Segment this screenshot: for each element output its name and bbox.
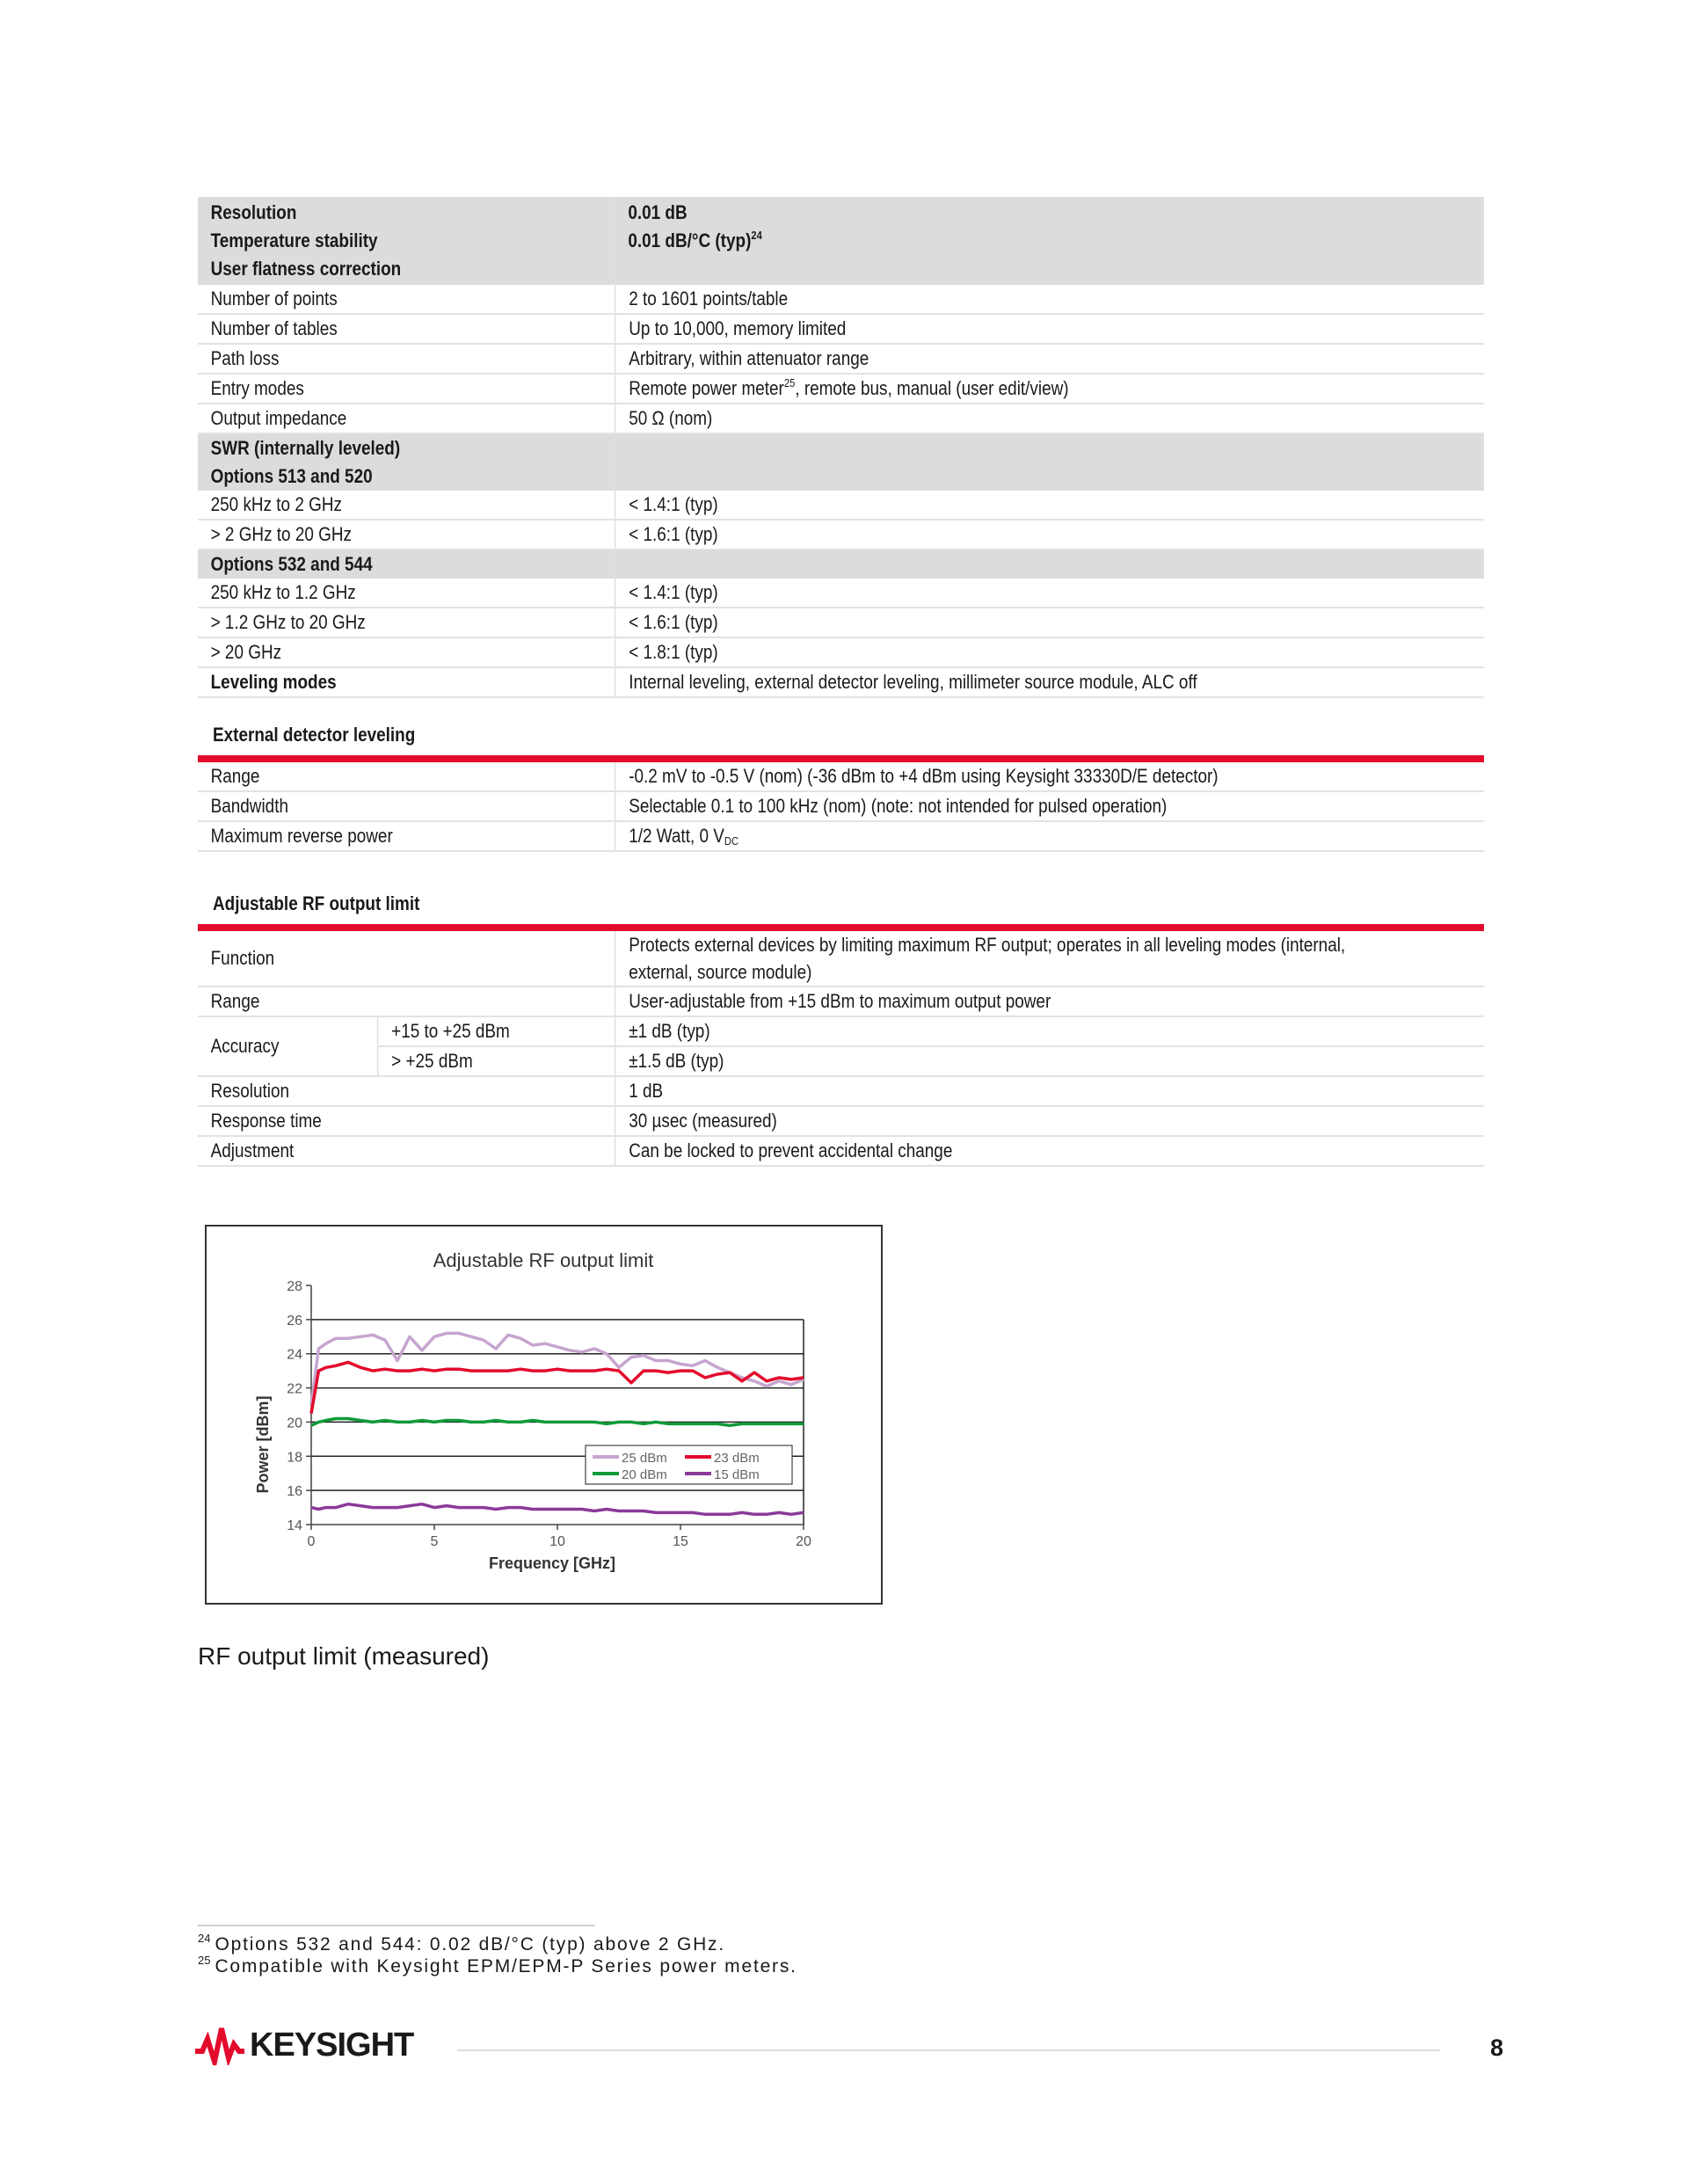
spec-value: 2 to 1601 points/table bbox=[615, 285, 1484, 314]
spec-value: 50 Ω (nom) bbox=[615, 404, 1484, 433]
chart-legend-label: 20 dBm bbox=[622, 1467, 667, 1482]
spec-value: Protects external devices by limiting maximum RF output; operates in all leveling modes (internal, external, source module) bbox=[615, 931, 1484, 986]
spec-row bbox=[198, 404, 1484, 433]
chart-xlabel: Frequency [GHz] bbox=[488, 1554, 616, 1572]
spec-row bbox=[198, 314, 1484, 344]
spec-row bbox=[198, 344, 1484, 374]
section-title-external-detector: External detector leveling bbox=[213, 724, 416, 746]
chart-xtick-label: 0 bbox=[307, 1534, 316, 1549]
footnote-ref: 24 bbox=[751, 229, 762, 242]
spec-row bbox=[198, 285, 1484, 314]
spec-row bbox=[198, 1016, 1484, 1046]
chart-ylabel: Power [dBm] bbox=[254, 1395, 272, 1494]
spec-value: 1 dB bbox=[615, 1076, 1484, 1106]
spec-label: Entry modes bbox=[198, 374, 615, 404]
spec-value: < 1.8:1 (typ) bbox=[615, 637, 1484, 667]
spec-label: Adjustment bbox=[198, 1136, 615, 1166]
spec-row bbox=[198, 762, 1484, 791]
footnote-ref: 25 bbox=[783, 376, 796, 389]
keysight-logo bbox=[193, 2025, 413, 2065]
section-divider bbox=[198, 924, 1484, 931]
spec-label: Response time bbox=[198, 1106, 615, 1136]
chart-legend-box bbox=[586, 1445, 792, 1484]
spec-subheader bbox=[198, 550, 1484, 579]
spec-label: User flatness correction bbox=[210, 258, 402, 280]
footnote: $^{25}$ Compatible with Keysight EPM/EPM-P Series power meters. bbox=[198, 1954, 797, 1977]
spec-row bbox=[198, 1076, 1484, 1106]
spec-value: ±1.5 dB (typ) bbox=[615, 1046, 1484, 1076]
spec-label: Maximum reverse power bbox=[198, 821, 615, 851]
spec-condition: +15 to +25 dBm bbox=[378, 1016, 615, 1046]
spec-value: 1/2 Watt, 0 $V_{DC}$ bbox=[615, 821, 1484, 851]
chart-ytick-label: 22 bbox=[287, 1381, 302, 1397]
chart-ytick-label: 16 bbox=[287, 1484, 302, 1500]
spec-row bbox=[198, 491, 1484, 520]
chart-ytick-label: 28 bbox=[287, 1279, 302, 1294]
spec-label: Resolution bbox=[198, 1076, 615, 1106]
spec-label: SWR (internally leveled) bbox=[198, 433, 615, 462]
spec-value: User-adjustable from +15 dBm to maximum output power bbox=[615, 986, 1484, 1016]
spec-value: 30 µsec (measured) bbox=[615, 1106, 1484, 1136]
spec-label: 250 kHz to 2 GHz bbox=[198, 491, 615, 520]
spec-label: Temperature stability bbox=[210, 229, 378, 251]
spec-label: Function bbox=[198, 931, 615, 986]
spec-value: Can be locked to prevent accidental change bbox=[615, 1136, 1484, 1166]
section-title-rf-limit: Adjustable RF output limit bbox=[213, 892, 420, 914]
spec-row bbox=[198, 931, 1484, 986]
spec-label: > 2 GHz to 20 GHz bbox=[198, 520, 615, 550]
rf-limit-chart bbox=[205, 1225, 883, 1605]
spec-label: Output impedance bbox=[198, 404, 615, 433]
spec-value: 0.01 dB/°C (typ)$^{24}$ bbox=[628, 229, 762, 251]
spec-row bbox=[198, 1136, 1484, 1166]
chart-ytick-label: 26 bbox=[287, 1313, 302, 1329]
footer-rule bbox=[457, 2049, 1440, 2051]
spec-table bbox=[198, 197, 1484, 698]
figure-caption: RF output limit (measured) bbox=[198, 1642, 490, 1670]
spec-label: > 20 GHz bbox=[198, 637, 615, 667]
spec-row bbox=[198, 986, 1484, 1016]
spec-label: Range bbox=[198, 762, 615, 791]
spec-value: Selectable 0.1 to 100 kHz (nom) (note: not intended for pulsed operation) bbox=[615, 791, 1484, 821]
spec-subheader bbox=[198, 433, 1484, 462]
chart-xtick-label: 15 bbox=[673, 1534, 688, 1549]
chart-xtick-label: 10 bbox=[549, 1534, 565, 1549]
spec-row bbox=[198, 608, 1484, 637]
chart-xtick-label: 5 bbox=[430, 1534, 439, 1549]
chart-title: Adjustable RF output limit bbox=[433, 1249, 654, 1271]
spec-value: -0.2 mV to -0.5 V (nom) (-36 dBm to +4 dBm using Keysight 33330D/E detector) bbox=[615, 762, 1484, 791]
spec-row bbox=[198, 1106, 1484, 1136]
chart-legend-label: 23 dBm bbox=[714, 1451, 760, 1466]
logo-text: KEYSIGHT bbox=[250, 2026, 414, 2064]
spec-label: Leveling modes bbox=[198, 667, 615, 697]
spec-label: Path loss bbox=[198, 344, 615, 374]
spec-value: < 1.6:1 (typ) bbox=[615, 608, 1484, 637]
spec-label: 250 kHz to 1.2 GHz bbox=[198, 579, 615, 608]
keysight-wave-icon bbox=[193, 2025, 246, 2065]
spec-row bbox=[198, 520, 1484, 550]
spec-label: Number of points bbox=[198, 285, 615, 314]
footnote: $^{24}$ Options 532 and 544: 0.02 dB/°C (typ) above 2 GHz. bbox=[198, 1932, 725, 1955]
spec-value: 0.01 dB bbox=[628, 201, 688, 223]
spec-value: Up to 10,000, memory limited bbox=[615, 314, 1484, 344]
spec-row bbox=[198, 374, 1484, 404]
spec-label: > 1.2 GHz to 20 GHz bbox=[198, 608, 615, 637]
spec-subheader bbox=[198, 462, 1484, 491]
spec-label: Resolution bbox=[210, 201, 297, 223]
spec-value: < 1.6:1 (typ) bbox=[615, 520, 1484, 550]
chart-ytick-label: 14 bbox=[287, 1518, 302, 1533]
spec-row bbox=[198, 579, 1484, 608]
chart-legend-label: 25 dBm bbox=[622, 1451, 667, 1466]
spec-value: Arbitrary, within attenuator range bbox=[615, 344, 1484, 374]
spec-value: Internal leveling, external detector leveling, millimeter source module, ALC off bbox=[615, 667, 1484, 697]
section-divider bbox=[198, 755, 1484, 762]
spec-value: ±1 dB (typ) bbox=[615, 1016, 1484, 1046]
spec-label: Bandwidth bbox=[198, 791, 615, 821]
spec-value: < 1.4:1 (typ) bbox=[615, 491, 1484, 520]
spec-label: Range bbox=[198, 986, 615, 1016]
chart-xtick-label: 20 bbox=[796, 1534, 811, 1549]
spec-row bbox=[198, 637, 1484, 667]
spec-condition: > +25 dBm bbox=[378, 1046, 615, 1076]
spec-row bbox=[198, 821, 1484, 851]
spec-row bbox=[198, 791, 1484, 821]
spec-label: Number of tables bbox=[198, 314, 615, 344]
chart-ytick-label: 20 bbox=[287, 1416, 302, 1431]
spec-label: Options 532 and 544 bbox=[198, 550, 615, 579]
chart-legend-label: 15 dBm bbox=[714, 1467, 760, 1482]
spec-row bbox=[198, 667, 1484, 697]
spec-header-block bbox=[198, 197, 1484, 285]
footnote-rule bbox=[198, 1925, 595, 1926]
chart-ytick-label: 24 bbox=[287, 1347, 302, 1363]
external-detector-table bbox=[198, 762, 1484, 852]
chart-ytick-label: 18 bbox=[287, 1450, 302, 1466]
spec-value: < 1.4:1 (typ) bbox=[615, 579, 1484, 608]
spec-label: Accuracy bbox=[198, 1016, 378, 1076]
page-number: 8 bbox=[1489, 2035, 1503, 2061]
rf-limit-table bbox=[198, 931, 1484, 1167]
spec-value: Remote power meter$^{25}$, remote bus, manual (user edit/view) bbox=[615, 374, 1484, 404]
spec-label: Options 513 and 520 bbox=[198, 462, 615, 491]
spec-row bbox=[198, 1046, 1484, 1076]
